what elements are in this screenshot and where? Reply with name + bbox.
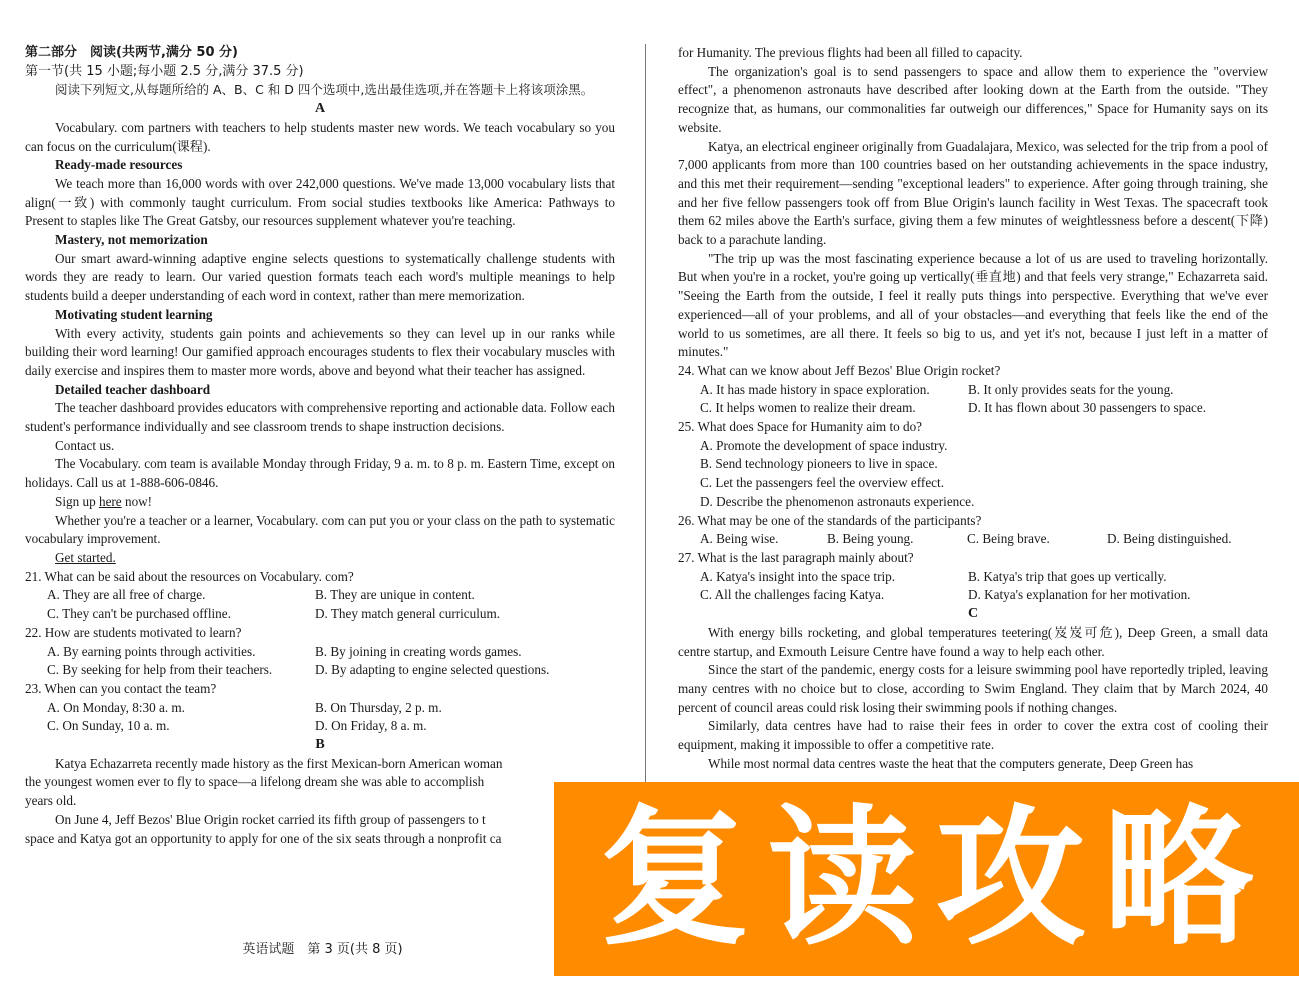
question-options	[678, 568, 1268, 605]
question-options	[678, 381, 1268, 418]
option-a: A. Being wise.	[700, 531, 779, 547]
get-started-line	[25, 549, 615, 568]
contact-label: Contact us.	[55, 437, 115, 453]
option-a: A. On Monday, 8:30 a. m.	[47, 699, 185, 715]
option-d: D. Describe the phenomenon astronauts experience.	[700, 493, 975, 509]
passage-c-p4-partial: While most normal data centres waste the heat that the computers generate, Deep Green has	[708, 755, 1194, 771]
question-options	[25, 643, 615, 680]
column-divider	[645, 44, 646, 784]
passage-a-intro: Vocabulary. com partners with teachers to help students master new words. We teach vocabulary so you can focus on the curriculum(课程).	[25, 119, 615, 154]
right-column	[678, 44, 1268, 773]
option-d: D. Katya's explanation for her motivation.	[968, 587, 1191, 603]
passage-c-label: C	[967, 606, 979, 622]
question-22	[25, 624, 615, 680]
question-stem: 22. How are students motivated to learn?	[25, 624, 242, 640]
option-b: B. On Thursday, 2 p. m.	[315, 699, 442, 715]
question-stem: 26. What may be one of the standards of the participants?	[678, 512, 982, 528]
option-a: A. Promote the development of space industry.	[700, 437, 948, 453]
question-options	[678, 530, 1268, 549]
option-c: C. By seeking for help from their teachers.	[47, 662, 273, 678]
section-body-motivating: With every activity, students gain points and achievements so they can level up in our ranks while building their word learning! Our gamified approach encourages students to flex their vocabulary muscles with daily exercise and inspires them to master more words, above and beyond what their teacher has assigned.	[25, 325, 615, 378]
option-c: C. All the challenges facing Katya.	[700, 587, 885, 603]
passage-b-p3: The organization's goal is to send passengers to space and allow them to experience the "overview effect", a phenomenon astronauts have described after looking down at the Earth from the outside. "They recognize that, as humans, our commonalities far outweigh our differences," Space for Humanity says on its website.	[678, 63, 1268, 135]
question-24	[678, 362, 1268, 418]
passage-b-label: B	[315, 737, 325, 753]
get-started-link: Get started.	[55, 549, 116, 565]
option-b: B. Being young.	[827, 531, 914, 547]
option-d: D. By adapting to engine selected questions.	[315, 662, 550, 678]
banner-text: 复读攻略	[599, 792, 1272, 966]
passage-b-p2-continuation: for Humanity. The previous flights had been all filled to capacity.	[678, 45, 1023, 60]
option-b: B. Send technology pioneers to live in space.	[700, 456, 938, 472]
option-b: B. They are unique in content.	[315, 587, 475, 603]
question-stem: 23. When can you contact the team?	[25, 680, 217, 696]
promo-banner	[554, 782, 1299, 976]
passage-b-p1-line2: the youngest women ever to fly to space—a lifelong dream she was able to accomplish	[25, 774, 485, 790]
passage-c-p2: Since the start of the pandemic, energy costs for a leisure swimming pool have reportedly tripled, leaving many centres with no choice but to close, according to Swim England. They claim that by March 2024, 40 percent of council areas could risk losing their swimming pools if nothing changes.	[678, 662, 1268, 715]
closing-paragraph: Whether you're a teacher or a learner, Vocabulary. com can put you or your class on the path to systematic vocabulary improvement.	[25, 512, 615, 547]
part-title: 第二部分 阅读(共两节,满分 50 分)	[25, 45, 238, 60]
question-stem: 25. What does Space for Humanity aim to do?	[678, 419, 923, 435]
section-heading-motivating: Motivating student learning	[55, 306, 213, 322]
section-title: 第一节(共 15 小题;每小题 2.5 分,满分 37.5 分)	[25, 63, 304, 79]
question-26	[678, 512, 1268, 549]
page-footer: 英语试题 第 3 页(共 8 页)	[242, 942, 403, 957]
question-27	[678, 549, 1268, 605]
passage-b-p5: "The trip up was the most fascinating experience because a lot of us are used to traveling horizontally. But when you're in a rocket, you're going up vertically(垂直地) and that feels very strange," Echazarreta said. "Seeing the Earth from the outside, I feel it really puts things into perspective. Everything that we've ever experienced—all of your problems, and all of your obstacles—and everything that feels like the end of the world to us sometimes, are all there. It feels so big to us, and yet it's not, because I just left in a matter of minutes."	[678, 250, 1268, 360]
option-c: C. On Sunday, 10 a. m.	[47, 718, 170, 734]
passage-a-label: A	[314, 101, 326, 117]
option-a: A. It has made history in space exploration.	[700, 381, 930, 397]
option-d: D. They match general curriculum.	[315, 606, 501, 622]
question-options	[25, 586, 615, 623]
option-b: B. It only provides seats for the young.	[968, 381, 1174, 397]
question-options	[25, 699, 615, 736]
section-heading-mastery: Mastery, not memorization	[55, 232, 208, 248]
option-a: A. By earning points through activities.	[47, 643, 256, 659]
section-body-mastery: Our smart award-winning adaptive engine selects questions to systematically challenge students with words they are ready to learn. Our varied question formats teach each word's multiple meanings to help students build a deeper understanding of each word in context, rather than mere memorization.	[25, 250, 615, 304]
option-c: C. Being brave.	[967, 531, 1050, 547]
section-body-resources: We teach more than 16,000 words with over 242,000 questions. We've made 13,000 vocabulary lists that align(一致) with commonly taught curriculum. From social studies textbooks like America: Pathways to Present to staples like The Great Gatsby, our resources supplement whatever you're teaching.	[25, 175, 615, 229]
passage-b-p1-line3: years old.	[25, 793, 77, 809]
question-21	[25, 568, 615, 624]
option-c: C. They can't be purchased offline.	[47, 606, 231, 622]
option-a: A. They are all free of charge.	[47, 587, 206, 603]
passage-c-p3: Similarly, data centres have had to raise their fees in order to cover the extra cost of cooling their equipment, making it impossible to offer a competitive rate.	[678, 718, 1268, 753]
signup-suffix: now!	[121, 493, 153, 509]
option-d: D. It has flown about 30 passengers to space.	[968, 400, 1207, 416]
section-body-dashboard: The teacher dashboard provides educators with comprehensive reporting and actionable data. Follow each student's performance individually and see classroom trends to shape instruction decisions.	[25, 400, 615, 435]
option-d: D. Being distinguished.	[1107, 531, 1232, 547]
signup-prefix: Sign up	[55, 493, 99, 509]
signup-line	[25, 493, 615, 512]
question-stem: 21. What can be said about the resources on Vocabulary. com?	[25, 568, 354, 584]
signup-here-link: here	[98, 493, 122, 509]
left-column	[25, 44, 615, 848]
option-c: C. It helps women to realize their dream.	[700, 400, 916, 416]
question-stem: 27. What is the last paragraph mainly about?	[678, 549, 914, 565]
question-25	[678, 418, 1268, 512]
option-c: C. Let the passengers feel the overview effect.	[700, 475, 944, 491]
instructions: 阅读下列短文,从每题所给的 A、B、C 和 D 四个选项中,选出最佳选项,并在答题卡上将该项涂黑。	[55, 82, 594, 98]
passage-b-p4: Katya, an electrical engineer originally from Guadalajara, Mexico, was selected for the trip from a pool of 7,000 applicants from more than 100 countries based on her outstanding achievements in the space industry, and this met their requirement—sending "exceptional leaders" to experience. After going through training, she and her five fellow passengers took off from Blue Origin's launch facility in West Texas. The spacecraft took them 62 miles above the Earth's surface, giving them a few minutes of weightlessness before a descent(下降) back to a parachute landing.	[678, 138, 1268, 248]
option-b: B. By joining in creating words games.	[315, 643, 522, 659]
option-b: B. Katya's trip that goes up vertically.	[968, 568, 1167, 584]
option-a: A. Katya's insight into the space trip.	[700, 568, 896, 584]
question-23	[25, 680, 615, 736]
option-d: D. On Friday, 8 a. m.	[315, 718, 427, 734]
contact-body: The Vocabulary. com team is available Monday through Friday, 9 a. m. to 8 p. m. Eastern Time, except on holidays. Call us at 1-888-606-0846.	[25, 456, 615, 491]
passage-c-p1: With energy bills rocketing, and global temperatures teetering(岌岌可危), Deep Green, a small data centre startup, and Exmouth Leisure Centre have found a way to help each other.	[678, 624, 1268, 659]
passage-b-p2-line1: On June 4, Jeff Bezos' Blue Origin rocket carried its fifth group of passengers to t	[55, 811, 486, 827]
passage-b-p2-line2: space and Katya got an opportunity to apply for one of the six seats through a nonprofit ca	[25, 830, 502, 846]
question-stem: 24. What can we know about Jeff Bezos' Blue Origin rocket?	[678, 362, 1001, 378]
section-heading-resources: Ready-made resources	[55, 157, 183, 173]
passage-b-p1-line1: Katya Echazarreta recently made history as the first Mexican-born American woman	[55, 755, 503, 771]
section-heading-dashboard: Detailed teacher dashboard	[55, 381, 211, 397]
